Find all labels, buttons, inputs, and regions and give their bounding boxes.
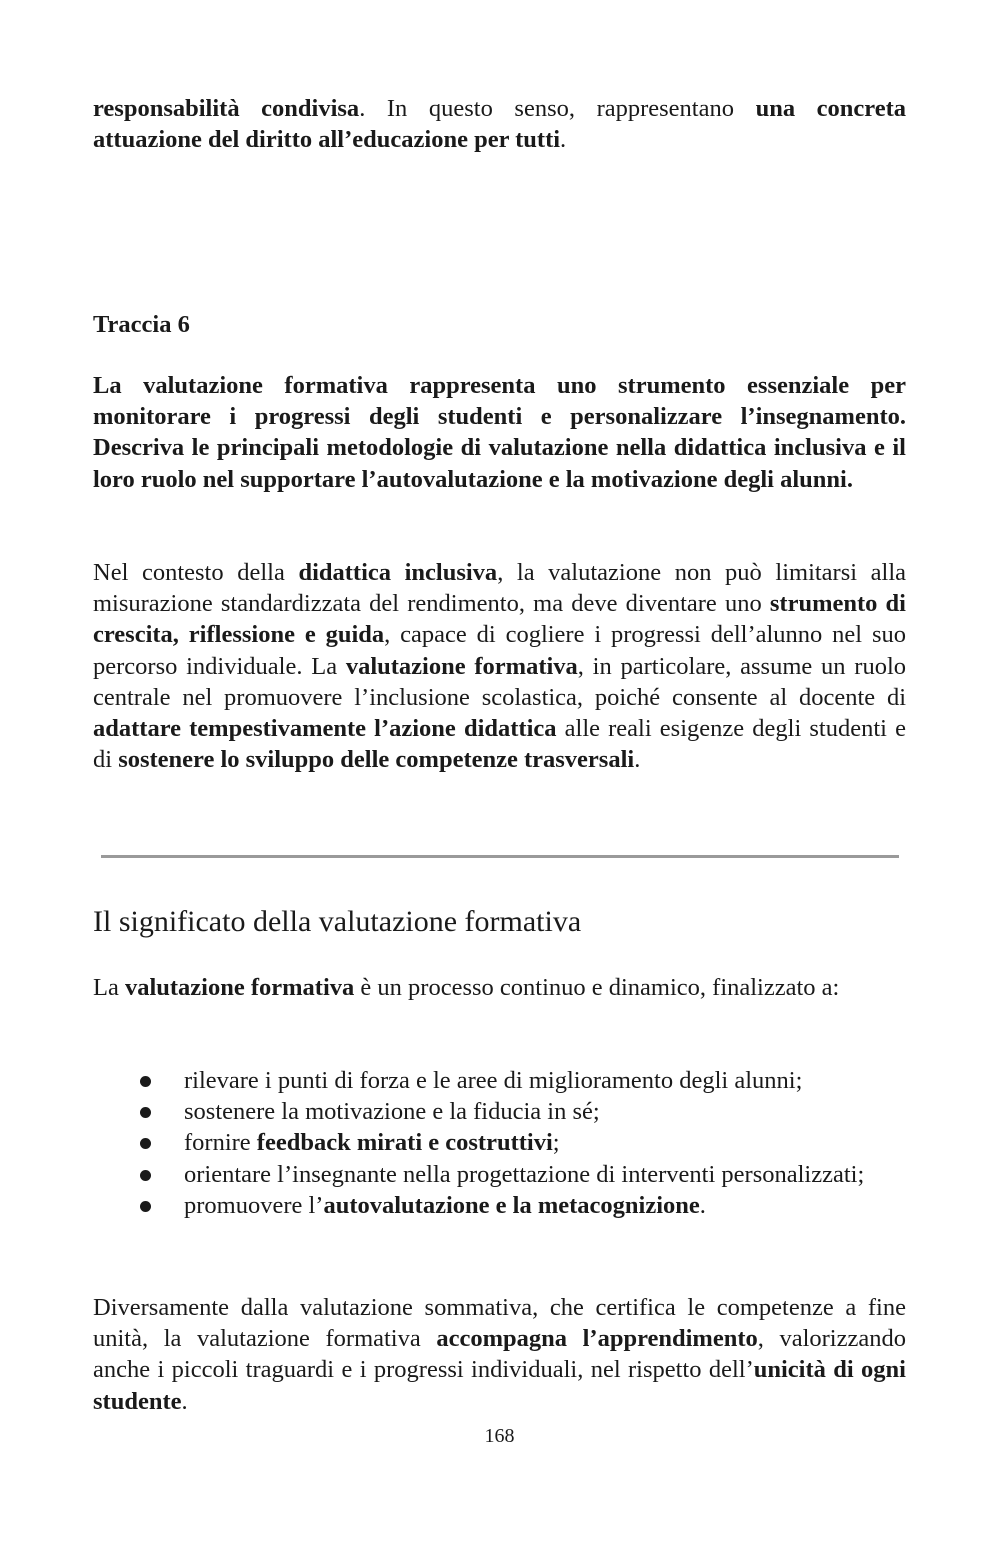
list-item-text: . bbox=[699, 1191, 706, 1219]
intro-bold-1: responsabilità condivisa bbox=[93, 95, 360, 122]
intro-text-1: . In questo senso, rappresentano bbox=[359, 95, 756, 122]
bullet-icon bbox=[140, 1107, 151, 1118]
page-number: 168 bbox=[484, 1425, 515, 1447]
section-heading: Il significato della valutazione formativa bbox=[93, 905, 582, 938]
list-item-text: ; bbox=[552, 1129, 560, 1157]
context-bold-5: sostenere lo sviluppo delle competenze trasversali bbox=[118, 746, 635, 774]
list-item bbox=[93, 1127, 906, 1158]
list-item-text: sostenere la motivazione e la fiducia in sé; bbox=[184, 1098, 600, 1126]
lead-bold-1: valutazione formativa bbox=[124, 974, 355, 1001]
traccia-label: Traccia 6 bbox=[93, 311, 190, 338]
bullet-icon bbox=[140, 1138, 151, 1149]
context-bold-4: adattare tempestivamente l’azione didattica bbox=[93, 715, 557, 743]
bullet-icon bbox=[140, 1076, 151, 1087]
intro-text-2: . bbox=[560, 126, 567, 154]
traccia-prompt: La valutazione formativa rappresenta uno strumento essenziale per monitorare i progressi degli studenti e personalizzare l’insegnamento. Descriva le principali metodologie di valutazione nella didattica inclusiva e il loro ruolo nel supportare l’autovalutazione e la motivazione degli alunni. bbox=[93, 372, 906, 493]
list-item-text: fornire bbox=[184, 1129, 257, 1157]
list-item-text: orientare l’insegnante nella progettazione di interventi personalizzati; bbox=[184, 1160, 865, 1188]
section-divider bbox=[101, 855, 899, 858]
context-text-6: . bbox=[634, 746, 641, 774]
closing-text-3: . bbox=[181, 1387, 188, 1415]
list-item bbox=[93, 1190, 906, 1221]
lead-text-1: La bbox=[93, 974, 125, 1001]
closing-bold-1: accompagna l’apprendimento bbox=[436, 1325, 758, 1353]
context-text-2: , la valutazione non può limitarsi alla misurazione standardizzata del rendimento, ma deve diventare uno bbox=[93, 559, 907, 618]
list-item-bold: feedback mirati e costruttivi bbox=[256, 1129, 553, 1157]
bullet-list bbox=[93, 1065, 906, 1221]
bullet-icon bbox=[140, 1170, 151, 1181]
list-item-text: promuovere l’ bbox=[184, 1191, 324, 1219]
closing-text-2: , valorizzando anche i piccoli traguardi e i progressi individuali, nel rispetto dell’ bbox=[93, 1325, 906, 1384]
list-item-bold: autovalutazione e la metacognizione bbox=[323, 1191, 700, 1219]
intro-bold-2: una concreta attuazione del diritto all’educazione per tutti bbox=[93, 95, 906, 154]
lead-text-2: è un processo continuo e dinamico, finalizzato a: bbox=[354, 974, 840, 1001]
context-bold-2: strumento di crescita, riflessione e guida bbox=[93, 590, 906, 649]
context-text-1: Nel contesto della bbox=[93, 559, 299, 586]
context-text-5: alle reali esigenze degli studenti e di bbox=[93, 715, 906, 774]
context-text-3: , capace di cogliere i progressi dell’alunno nel suo percorso individuale. La bbox=[93, 621, 906, 680]
list-item bbox=[93, 1159, 906, 1190]
context-bold-3: valutazione formativa bbox=[345, 652, 578, 680]
closing-text-1: Diversamente dalla valutazione sommativa, che certifica le competenze a fine unità, la valutazione formativa bbox=[93, 1294, 906, 1353]
context-text-4: , in particolare, assume un ruolo centrale nel promuovere l’inclusione scolastica, poiché consente al docente di bbox=[93, 652, 906, 711]
intro-paragraph bbox=[93, 93, 906, 155]
context-bold-1: didattica inclusiva bbox=[298, 559, 498, 586]
context-paragraph bbox=[93, 557, 906, 775]
list-item-text: rilevare i punti di forza e le aree di miglioramento degli alunni; bbox=[184, 1067, 803, 1094]
lead-paragraph bbox=[93, 972, 906, 1003]
document-page bbox=[93, 0, 906, 1545]
list-item bbox=[93, 1065, 906, 1096]
closing-bold-2: unicità di ogni studente bbox=[93, 1356, 906, 1415]
bullet-icon bbox=[140, 1201, 151, 1212]
list-item bbox=[93, 1096, 906, 1127]
closing-paragraph bbox=[93, 1292, 906, 1417]
